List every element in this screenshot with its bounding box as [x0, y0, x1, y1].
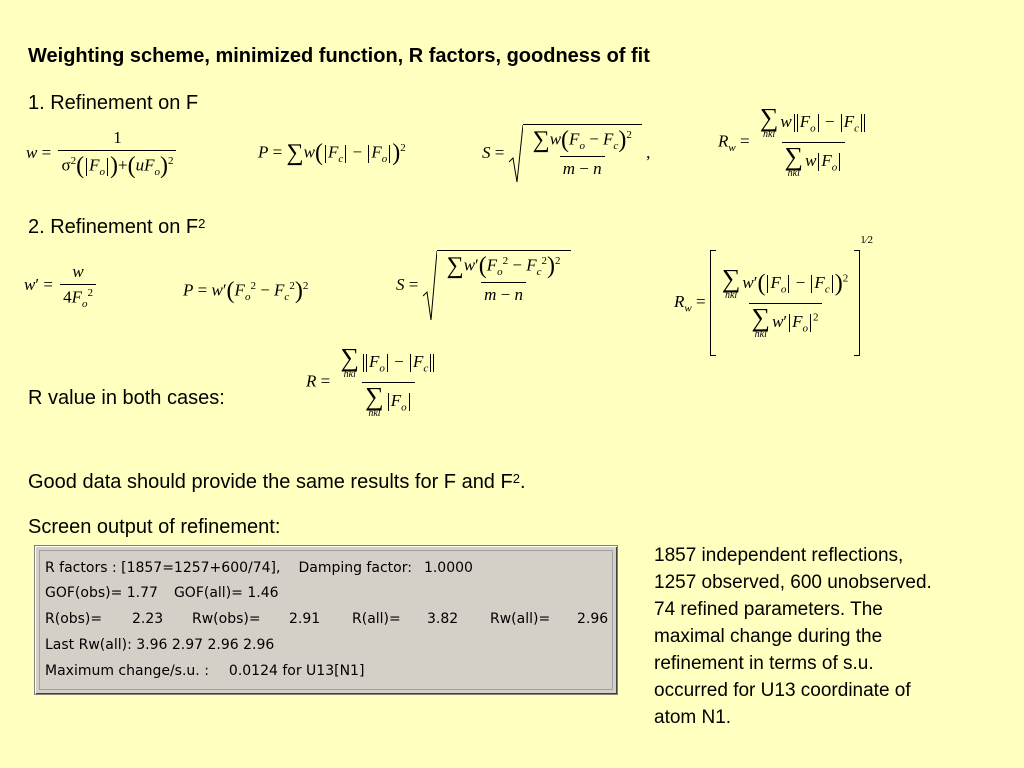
note-line: refinement in terms of s.u. — [654, 653, 874, 674]
note-line: occurred for U13 coordinate of — [654, 680, 911, 701]
output-line-max-change: Maximum change/s.u. : 0.0124 for U13[N1] — [45, 663, 365, 679]
good-data-statement: Good data should provide the same results for F and $F^2$. — [28, 471, 526, 493]
r-value-label: R value in both cases: — [28, 387, 225, 409]
explanation-note — [654, 542, 1004, 731]
r-factor-formula: R = ∑ hkl $F_o - F_c$ ∑ hkl $F_o$ — [306, 346, 442, 419]
screen-output-label: Screen output of refinement: — [28, 516, 281, 538]
goodness-of-fit-f2: S = $\frac{\sum w'(F_o^2 - F_c^2)^2}{m - n}$ — [396, 250, 571, 322]
page-title: Weighting scheme, minimized function, R factors, goodness of fit — [28, 45, 650, 67]
minimized-function-f2: $P = w'(F_o^2 - F_c^2)^2$ — [183, 278, 309, 304]
note-line: maximal change during the — [654, 626, 883, 647]
output-line-last-rw: Last Rw(all): 3.96 2.97 2.96 2.96 — [45, 637, 275, 653]
section-refinement-on-f2: 2. Refinement on $F^2$ — [28, 216, 206, 238]
output-line-r-factors: R factors : [1857=1257+600/74], Damping factor: 1.0000 — [45, 560, 473, 576]
weight-formula-f2: w′ = $\frac{w}{4F_o^2}$ — [24, 262, 99, 310]
goodness-of-fit-f: S = $\frac{\sum w(F_o - F_c)^2}{m - n}$ , — [482, 124, 650, 184]
note-line: 1257 observed, 600 unobserved. — [654, 572, 932, 593]
output-line-gof: GOF(obs)= 1.77 GOF(all)= 1.46 — [45, 585, 279, 601]
screen-output-panel — [34, 545, 618, 695]
note-line: atom N1. — [654, 707, 732, 728]
minimized-function-f: P = ∑w( $F_c - F_o$ )$^2$ — [258, 140, 406, 166]
weight-formula-f: w = $\frac{1}{\sigma^2( F_o )+(uF_o)^2}$ — [26, 128, 179, 180]
output-line-r-values: R(obs)= 2.23 Rw(obs)= 2.91 R(all)= 3.82 Rw(all)= 2.96 — [45, 611, 609, 627]
weighted-r-factor-f: $R_w$ = ∑ hkl w $F_o - F_c$ ∑ hkl w $F_o$ — [718, 106, 873, 179]
note-line: 1857 independent reflections, — [654, 545, 904, 566]
section-refinement-on-f: 1. Refinement on F — [28, 92, 199, 114]
note-line: 74 refined parameters. The — [654, 599, 883, 620]
weighted-r-factor-f2: $R_w$ = ∑ hkl w′( $F_o - F_c$ )$^2$ ∑ hkl w′ $F_o^2$ $^{1⁄2}$ — [674, 234, 873, 356]
